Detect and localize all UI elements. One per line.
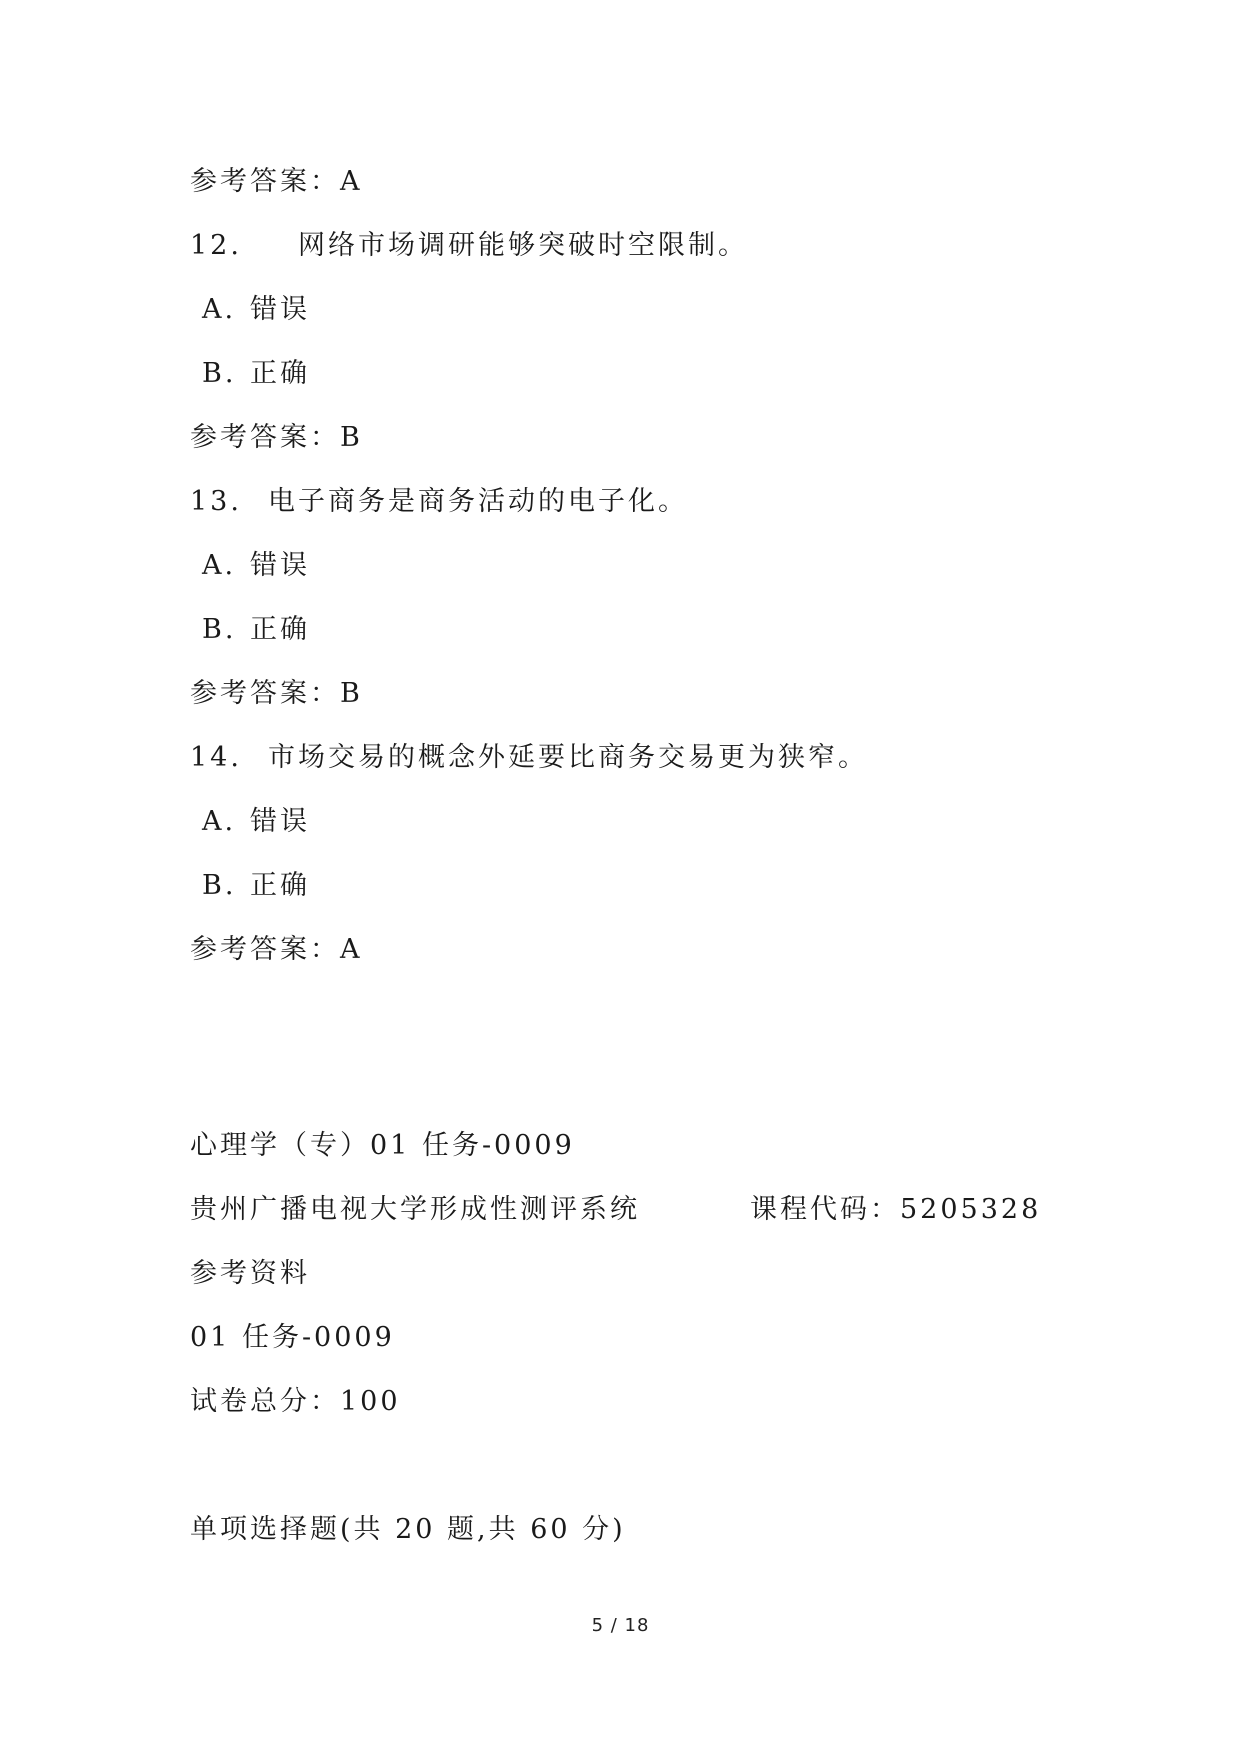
answer-prev: 参考答案：A: [190, 166, 363, 197]
q13-option-a: [202, 548, 310, 584]
course-title: 心理学（专）01 任务-0009: [190, 1130, 575, 1161]
system-name: 贵州广播电视大学形成性测评系统: [190, 1194, 640, 1225]
option-text: 正确: [250, 614, 310, 645]
question-number: 13.: [190, 486, 242, 517]
question-text: 网络市场调研能够突破时空限制。: [298, 230, 748, 261]
question-13: [190, 484, 688, 520]
course-code: 课程代码：5205328: [750, 1194, 1042, 1225]
question-text: 市场交易的概念外延要比商务交易更为狭窄。: [268, 742, 868, 773]
part-heading: 单项选择题(共 20 题,共 60 分): [190, 1514, 626, 1545]
option-text: 错误: [250, 294, 310, 325]
option-text: 正确: [250, 358, 310, 389]
q13-option-b: [202, 612, 310, 648]
option-letter: B.: [202, 870, 237, 901]
q12-option-a: [202, 292, 310, 328]
page-number: 5 / 18: [591, 1615, 650, 1636]
total-score: 试卷总分：100: [190, 1386, 401, 1417]
q12-answer: 参考答案：B: [190, 422, 363, 453]
q14-answer: 参考答案：A: [190, 934, 363, 965]
option-text: 错误: [250, 550, 310, 581]
option-text: 正确: [250, 870, 310, 901]
option-letter: A.: [202, 806, 237, 837]
q14-option-b: [202, 868, 310, 904]
q12-option-b: [202, 356, 310, 392]
option-letter: B.: [202, 358, 237, 389]
option-letter: B.: [202, 614, 237, 645]
task-id: 01 任务-0009: [190, 1322, 395, 1353]
q13-answer: 参考答案：B: [190, 678, 363, 709]
option-letter: A.: [202, 550, 237, 581]
option-text: 错误: [250, 806, 310, 837]
system-course-line: [190, 1192, 1041, 1228]
option-letter: A.: [202, 294, 237, 325]
question-14: [190, 740, 868, 776]
reference-material: 参考资料: [190, 1258, 310, 1289]
question-number: 14.: [190, 742, 242, 773]
question-number: 12.: [190, 230, 242, 261]
question-text: 电子商务是商务活动的电子化。: [268, 486, 688, 517]
q14-option-a: [202, 804, 310, 840]
question-12: [190, 228, 748, 264]
